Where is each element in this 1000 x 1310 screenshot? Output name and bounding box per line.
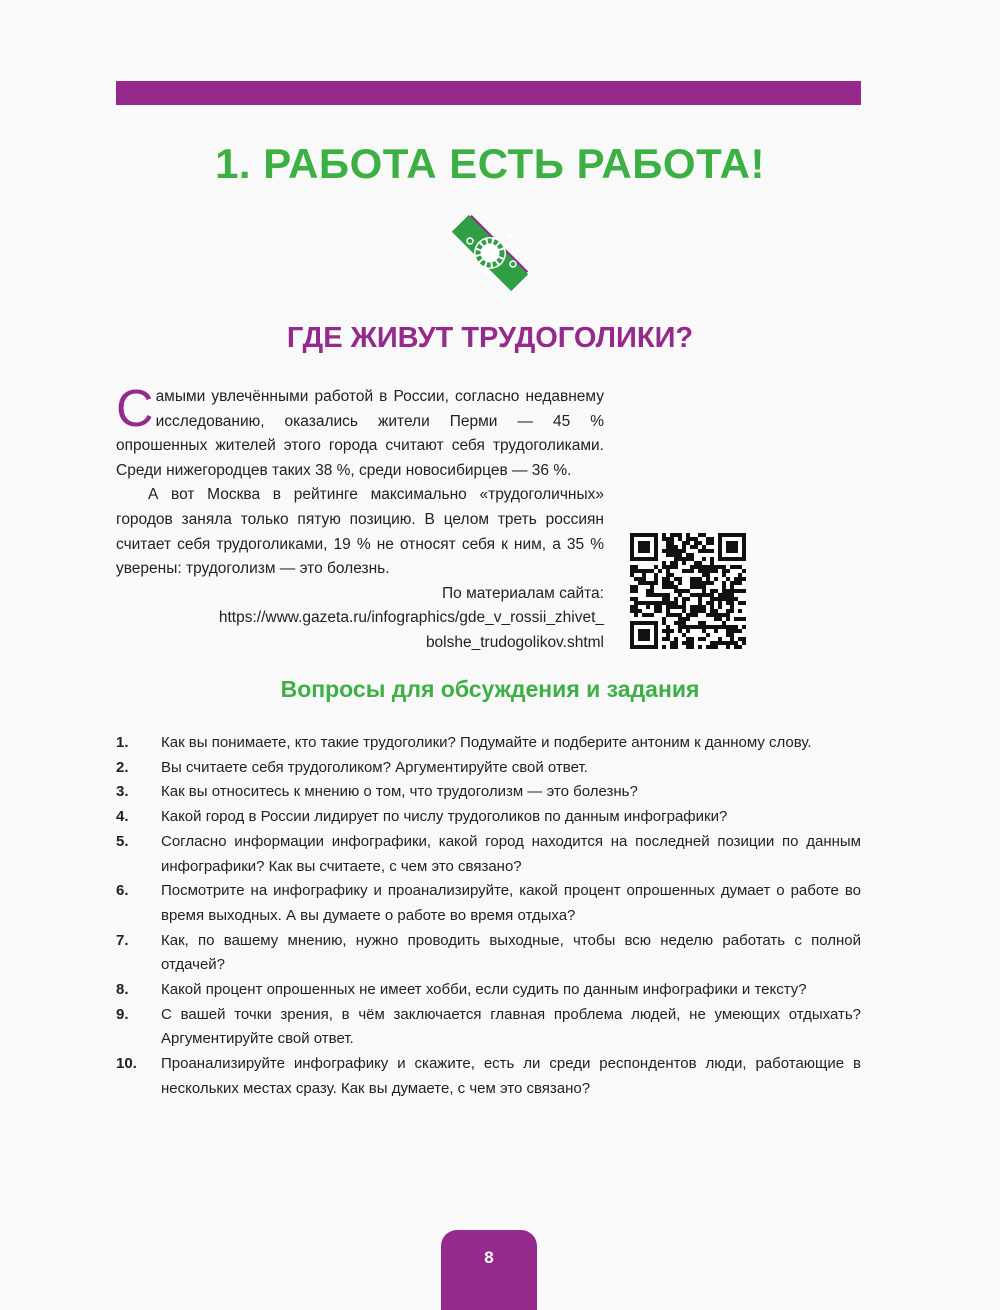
question-text: Какой процент опрошенных не имеет хобби, если судить по данным инфографики и тексту? [161,981,807,999]
paragraph-2: А вот Москва в рейтинге максимально «трудоголичных» городов заняла только пятую позицию. В целом треть россиян считает себя трудоголиками, 19 % не относят себя к ним, а 35 % уверены: трудоголизм — это болезнь. [116,486,604,578]
question-number: 2. [116,758,129,776]
question-number: 4. [116,808,129,826]
question-number: 10. [116,1055,137,1073]
question-number: 1. [116,734,129,751]
drop-cap: С [116,380,154,438]
question-item [116,1003,861,1052]
paragraph-1: амыми увлечёнными работой в России, согласно недавнему исследованию, оказались жители Перми — 45 % опрошенных жителей этого города считают себя трудоголиками. Среди нижегородцев таких 38 %, среди новосибирцев — 36 %. [116,388,604,479]
page-number: 8 [441,1230,537,1310]
header-bar [116,81,861,105]
question-text: Вы считаете себя трудоголиком? Аргументируйте свой ответ. [161,758,588,776]
question-number: 5. [116,832,129,850]
question-item [116,978,861,1003]
source-url-line-2[interactable]: bolshe_trudogolikov.shtml [425,633,604,651]
question-number: 8. [116,981,129,999]
section-title: ГДЕ ЖИВУТ ТРУДОГОЛИКИ? [286,322,694,354]
question-text: Как вы понимаете, кто такие трудоголики? Подумайте и подберите антоним к данному слову. [161,734,812,751]
question-text: Проанализируйте инфографику и скажите, есть ли среди респондентов люди, работающие в нескольких местах сразу. Как вы думаете, с чем это связано? [161,1055,861,1097]
question-text: Согласно информации инфографики, какой город находится на последней позиции по данным инфографики? Как вы считаете, с чем это связано? [161,832,861,875]
question-text: Какой город в России лидирует по числу трудоголиков по данным инфографики? [161,808,728,826]
question-item [116,830,861,879]
question-item [116,756,861,781]
question-text: Как вы относитесь к мнению о том, что трудоголизм — это болезнь? [161,783,638,801]
question-item [116,879,861,928]
question-number: 3. [116,783,129,801]
question-text: С вашей точки зрения, в чём заключается главная проблема людей, не умеющих отдыхать? Аргументируйте свой ответ. [161,1005,861,1048]
question-item [116,780,861,805]
questions-list [116,731,861,1102]
question-number: 6. [116,882,129,900]
source-label: По материалам сайта: [442,584,604,602]
question-item [116,929,861,978]
source-url-line-1[interactable]: https://www.gazeta.ru/infographics/gde_v_rossii_zhivet_ [218,609,604,627]
article-text [116,380,604,656]
chapter-emblem-icon [440,203,540,303]
question-item [116,805,861,830]
question-text: Посмотрите на инфографику и проанализируйте, какой процент опрошенных думает о работе во время выходных. А вы думаете о работе во время отдыха? [161,882,861,924]
question-number: 7. [116,931,129,949]
questions-title: Вопросы для обсуждения и задания [280,676,700,702]
question-item [116,1052,861,1101]
chapter-title: 1. РАБОТА ЕСТЬ РАБОТА! [215,140,765,187]
question-item [116,731,861,756]
question-text: Как, по вашему мнению, нужно проводить выходные, чтобы всю неделю работать с полной отдачей? [161,931,861,974]
qr-code[interactable] [630,533,746,649]
question-number: 9. [116,1005,129,1023]
